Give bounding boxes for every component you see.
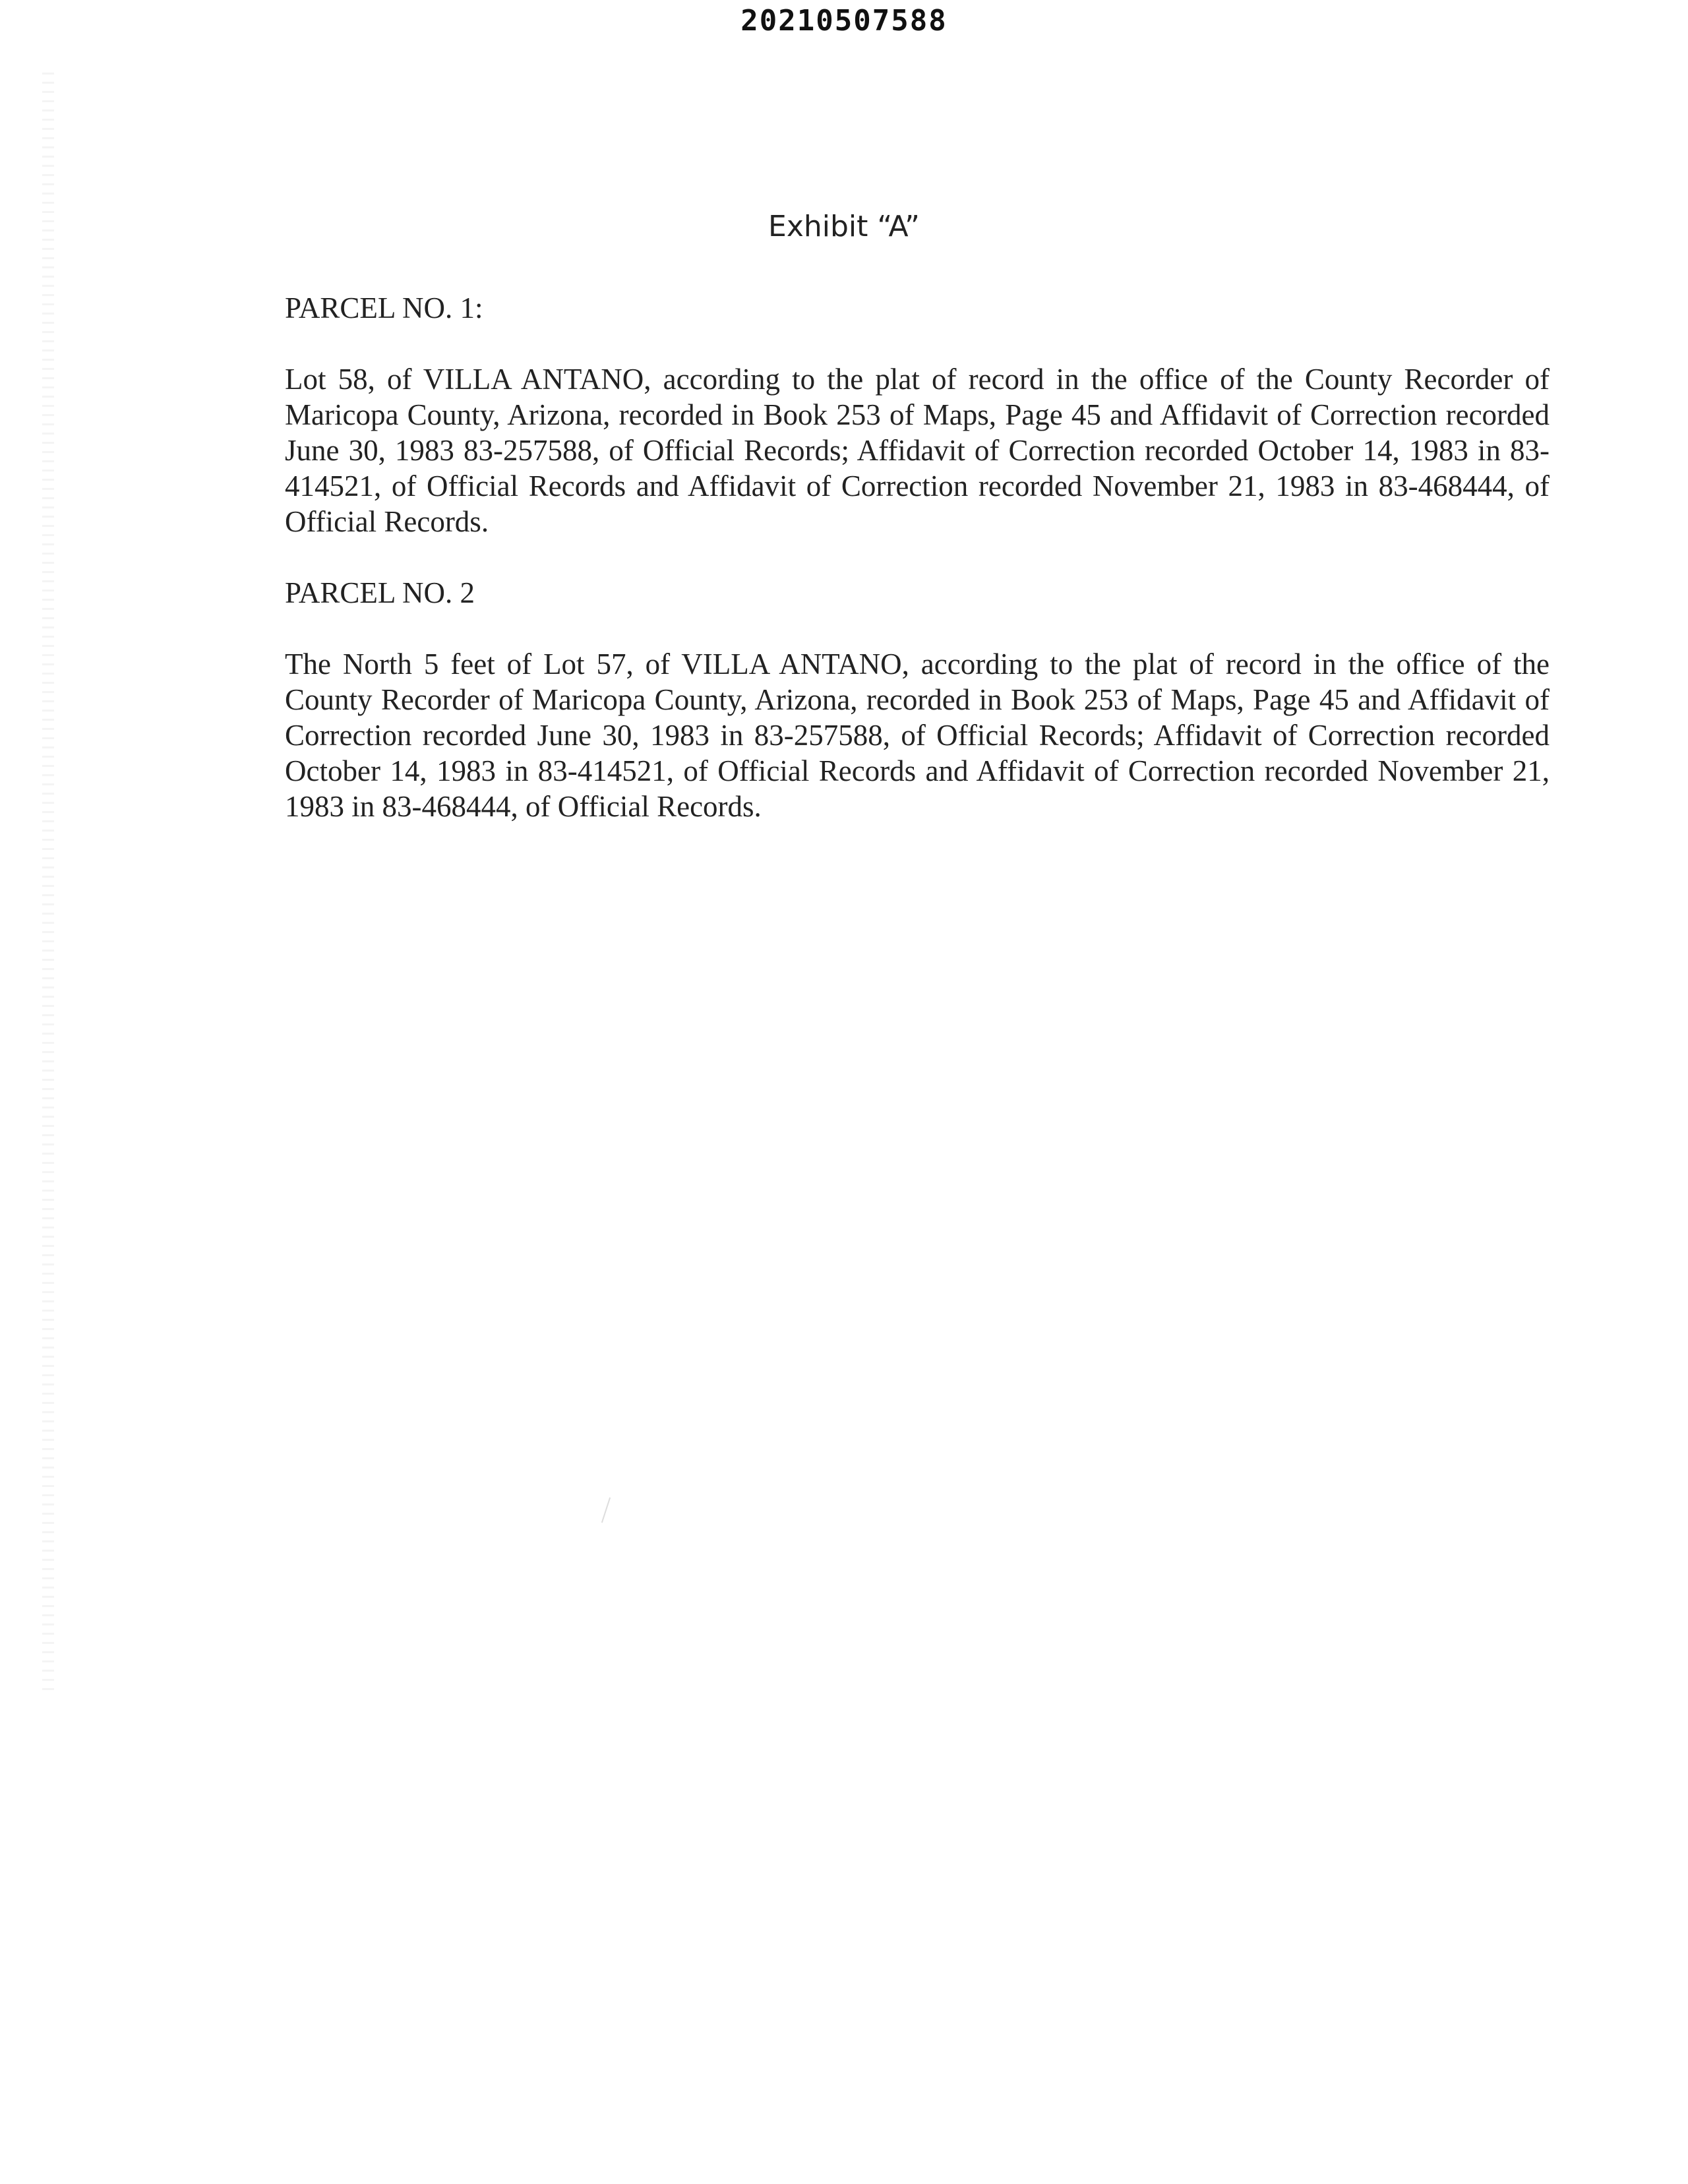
parcel-1-description: Lot 58, of VILLA ANTANO, according to the plat of record in the office of the County Recorder of Maricopa County, Arizona, recorded in Book 253 of Maps, Page 45 and Affidavit of Correction recorded June 30, 1983 83-257588, of Official Records; Affidavit of Correction recorded October 14, 1983 in 83-414521, of Official Records and Affidavit of Correction recorded November 21, 1983 in 83-468444, of Official Records. — [285, 363, 1550, 538]
parcel-2-description: The North 5 feet of Lot 57, of VILLA ANTANO, according to the plat of record in the office of the County Recorder of Maricopa County, Arizona, recorded in Book 253 of Maps, Page 45 and Affidavit of Correction recorded June 30, 1983 in 83-257588, of Official Records; Affidavit of Correction recorded October 14, 1983 in 83-414521, of Official Records and Affidavit of Correction recorded November 21, 1983 in 83-468444, of Official Records. — [285, 648, 1550, 823]
scan-margin-artifacts — [42, 73, 54, 1695]
scan-stray-mark — [601, 1498, 611, 1523]
legal-description — [285, 290, 1550, 860]
exhibit-title: Exhibit “A” — [768, 210, 920, 243]
parcel-2-heading: PARCEL NO. 2 — [285, 576, 475, 609]
recording-number: 20210507588 — [740, 4, 948, 38]
parcel-1-heading: PARCEL NO. 1: — [285, 291, 483, 324]
